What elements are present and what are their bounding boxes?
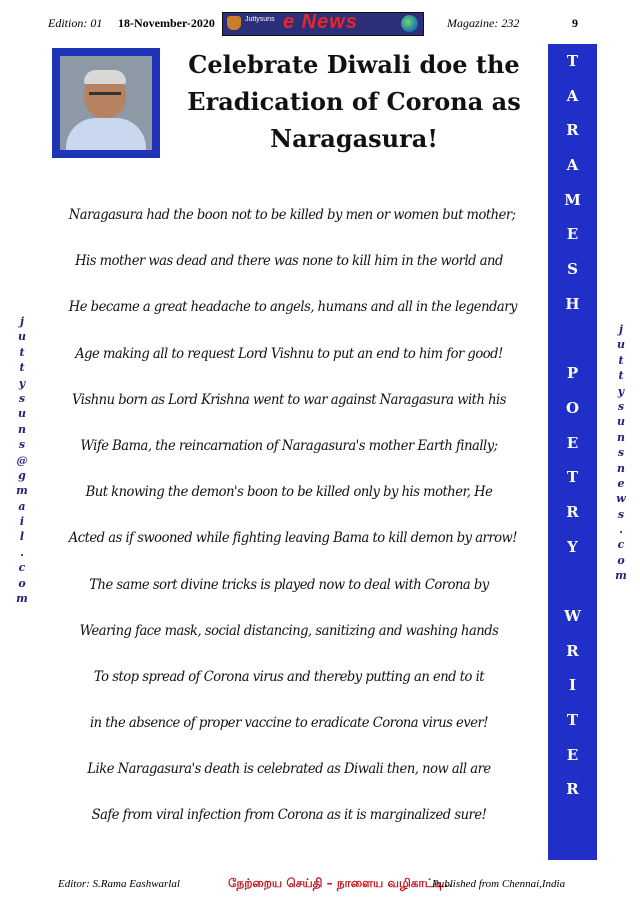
- vertical-letter: u: [617, 338, 625, 352]
- vertical-letter: y: [617, 384, 625, 398]
- vertical-letter: s: [617, 446, 625, 460]
- vertical-letter: s: [18, 391, 26, 405]
- page-number: 9: [572, 16, 578, 30]
- banner-brand: Juttysuns: [245, 16, 275, 23]
- banner-letter: R: [566, 121, 579, 140]
- vertical-letter: n: [18, 422, 26, 436]
- vertical-letter: @: [16, 453, 28, 467]
- vertical-letter: s: [617, 507, 625, 521]
- banner-letter: T: [566, 468, 579, 487]
- poem-line: Wearing face mask, social distancing, sanitizing and washing hands: [79, 622, 499, 639]
- banner-letter: [548, 564, 597, 599]
- banner-letter: [548, 322, 597, 357]
- vertical-letter: u: [617, 415, 625, 429]
- banner-letter: S: [567, 260, 578, 279]
- vertical-letter: .: [619, 523, 623, 537]
- date-label: 18-November-2020: [118, 16, 215, 30]
- poem-line: Safe from viral infection from Corona as it is marginalized sure!: [91, 807, 487, 824]
- vertical-letter: .: [20, 545, 24, 559]
- banner-letter: O: [565, 398, 580, 417]
- vertical-letter: j: [20, 315, 24, 328]
- vertical-letter: u: [18, 330, 26, 344]
- poem-line: His mother was dead and there was none to kill him in the world and: [75, 253, 503, 270]
- banner-letter: Y: [567, 537, 578, 556]
- side-banner-author: [548, 44, 597, 860]
- banner-letter: R: [566, 502, 579, 521]
- editor-label: Editor: S.Rama Eashwarlal: [58, 878, 180, 890]
- vertical-letter: m: [16, 484, 28, 498]
- poem-line: Wife Bama, the reincarnation of Naragasura's mother Earth finally;: [80, 437, 498, 454]
- banner-letter: P: [566, 364, 579, 383]
- author-photo: [52, 48, 160, 158]
- vertical-letter: j: [619, 323, 623, 336]
- vertical-letter: m: [615, 569, 627, 583]
- vertical-letter: o: [18, 576, 26, 590]
- poem-line: Acted as if swooned while fighting leaving Bama to kill demon by arrow!: [68, 530, 518, 547]
- vertical-letter: i: [19, 515, 25, 529]
- vertical-letter: s: [18, 438, 26, 452]
- banner-letter: H: [565, 294, 580, 313]
- poem-line: Vishnu born as Lord Krishna went to war against Naragasura with his: [72, 391, 506, 408]
- banner-letter: T: [566, 52, 579, 70]
- page-footer: [0, 876, 640, 896]
- vertical-letter: t: [618, 353, 624, 367]
- poem-line: Naragasura had the boon not to be killed by men or women but mother;: [68, 207, 516, 223]
- banner-letter: R: [566, 780, 579, 799]
- poem-line: The same sort divine tricks is played now to deal with Corona by: [89, 576, 489, 593]
- banner-letter: W: [564, 607, 581, 625]
- banner-letter: E: [566, 433, 579, 452]
- poem-line: To stop spread of Corona virus and thereby putting an end to it: [93, 668, 485, 685]
- vertical-letter: t: [19, 345, 25, 359]
- vertical-letter: u: [18, 407, 26, 421]
- poem-line: in the absence of proper vaccine to eradicate Corona virus ever!: [89, 715, 489, 732]
- vertical-letter: l: [19, 530, 25, 544]
- banner-letter: R: [566, 641, 579, 660]
- poem-body: [62, 192, 516, 839]
- vertical-letter: y: [18, 376, 26, 390]
- vertical-letter: a: [18, 499, 26, 513]
- poem-line: He became a great headache to angels, humans and all in the legendary: [68, 299, 517, 316]
- vertical-letter: g: [18, 468, 26, 482]
- email-vertical: [13, 314, 31, 606]
- vertical-letter: n: [617, 461, 625, 475]
- published-label: Published from Chennai,India: [432, 878, 566, 890]
- vertical-letter: o: [617, 553, 625, 567]
- masthead-banner: [222, 12, 424, 36]
- banner-letter: A: [566, 86, 579, 105]
- vertical-letter: e: [617, 476, 625, 490]
- article-title: Celebrate Diwali doe the Eradication of Corona as Naragasura!: [187, 50, 521, 153]
- vertical-letter: m: [16, 592, 28, 606]
- poem-line: Like Naragasura's death is celebrated as Diwali then, now all are: [87, 761, 491, 778]
- cup-icon: [227, 16, 241, 30]
- vertical-letter: t: [19, 361, 25, 375]
- edition-label: Edition: 01: [48, 16, 103, 30]
- banner-letter: I: [568, 676, 577, 695]
- vertical-letter: w: [616, 492, 626, 506]
- vertical-letter: s: [617, 399, 625, 413]
- banner-letter: M: [564, 190, 581, 209]
- vertical-letter: n: [617, 430, 625, 444]
- globe-icon: [401, 15, 418, 32]
- banner-title: e News: [283, 11, 358, 33]
- website-vertical: [612, 322, 630, 584]
- poem-line: Age making all to request Lord Vishnu to put an end to him for good!: [75, 345, 503, 362]
- page-header: [0, 10, 640, 36]
- vertical-letter: c: [18, 561, 26, 575]
- banner-letter: E: [566, 745, 579, 764]
- magazine-label: Magazine: 232: [447, 16, 520, 30]
- banner-letter: A: [566, 156, 579, 175]
- vertical-letter: c: [617, 538, 625, 552]
- banner-letter: E: [566, 225, 579, 244]
- banner-letter: T: [566, 711, 579, 730]
- poem-line: But knowing the demon's boon to be killed only by his mother, He: [85, 484, 493, 501]
- tamil-slogan: நேற்றைய செய்தி – நாளைய வழிகாட்டி..: [228, 876, 453, 890]
- vertical-letter: t: [618, 369, 624, 383]
